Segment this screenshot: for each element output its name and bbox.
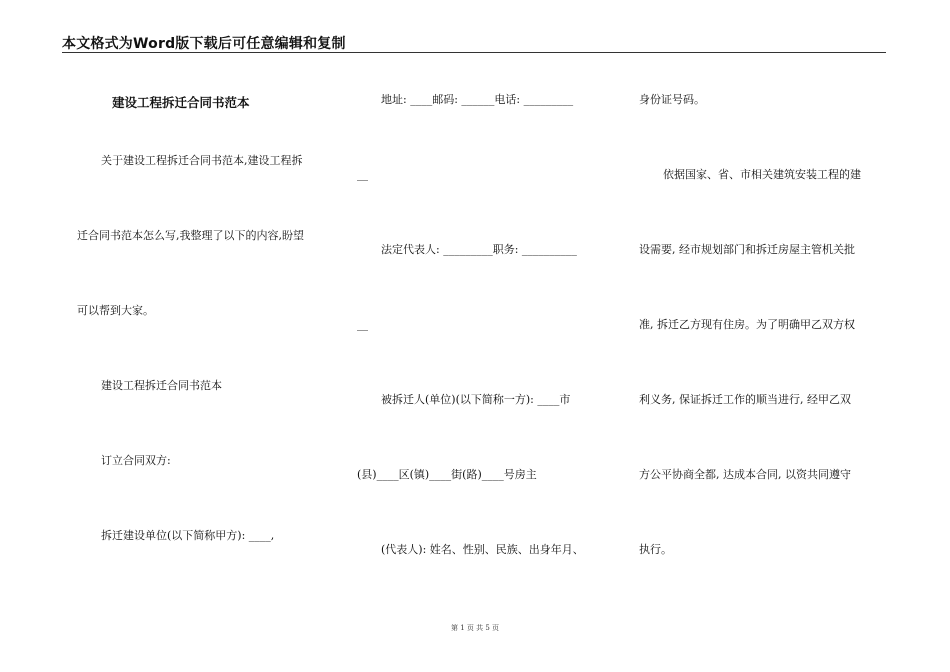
paragraph-line: 身份证号码。 (639, 93, 705, 106)
page-number: 第 1 页 共 5 页 (450, 624, 500, 632)
section-heading: 建设工程拆迁合同书范本 (101, 379, 222, 392)
document-banner: 本文格式为Word版下载后可任意编辑和复制 (62, 36, 346, 52)
paragraph-line: __ (357, 168, 368, 181)
paragraph-line: 订立合同双方: (101, 454, 171, 467)
paragraph-line: 利义务, 保证拆迁工作的顺当进行, 经甲乙双 (639, 393, 851, 406)
paragraph-line: 执行。 (639, 543, 672, 556)
paragraph-line: 被拆迁人(单位)(以下简称一方): ____市 (381, 393, 571, 406)
paragraph-line: (代表人): 姓名、性别、民族、出身年月、 (381, 543, 584, 556)
paragraph-line: 关于建设工程拆迁合同书范本,建设工程拆 (101, 154, 303, 167)
paragraph-line: 迁合同书范本怎么写,我整理了以下的内容,盼望 (77, 229, 304, 242)
paragraph-line: 准, 拆迁乙方现有住房。为了明确甲乙双方权 (639, 318, 855, 331)
paragraph-line: 拆迁建设单位(以下简称甲方): ____, (101, 529, 275, 542)
paragraph-line: 设需要, 经市规划部门和拆迁房屋主管机关批 (639, 243, 855, 256)
paragraph-line: 地址: ____邮码: ______电话: _________ (381, 93, 574, 106)
paragraph-line: (县)____区(镇)____街(路)____号房主 (357, 468, 537, 481)
paragraph-line: 法定代表人: _________职务: __________ (381, 243, 577, 256)
paragraph-line: 依据国家、省、市相关建筑安装工程的建 (663, 168, 861, 181)
header-divider (62, 52, 886, 53)
paragraph-line: __ (357, 318, 368, 331)
paragraph-line: 可以帮到大家。 (77, 304, 154, 317)
paragraph-line: 方公平协商全都, 达成本合同, 以资共同遵守 (639, 468, 851, 481)
document-title: 建设工程拆迁合同书范本 (112, 95, 250, 110)
